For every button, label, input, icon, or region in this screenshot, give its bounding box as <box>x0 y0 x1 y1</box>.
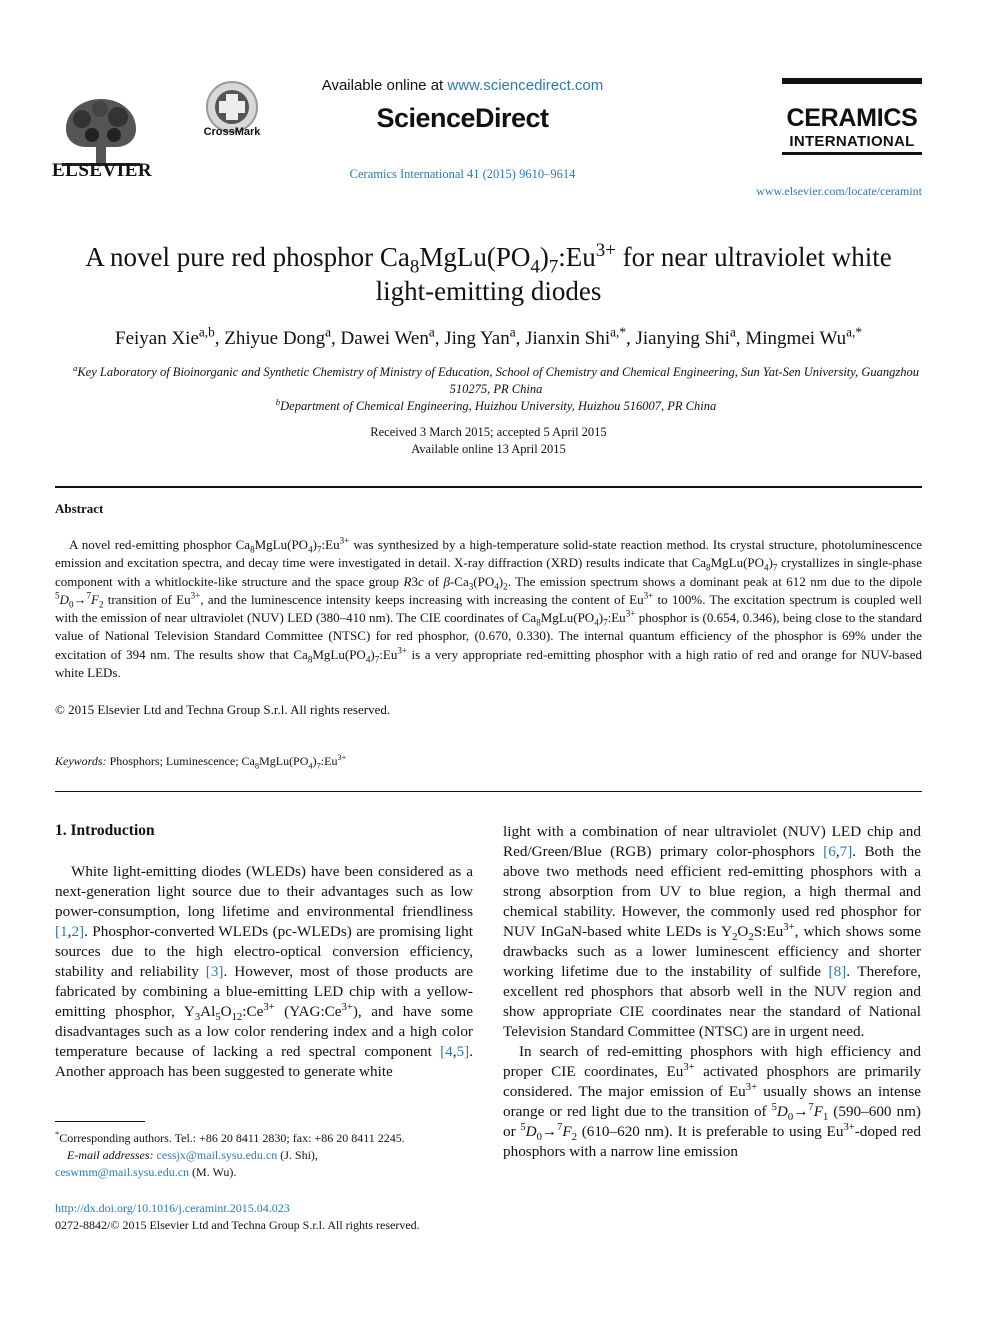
abstract-copyright: © 2015 Elsevier Ltd and Techna Group S.r.l. All rights reserved. <box>55 702 391 717</box>
citation-link[interactable]: [4 <box>440 1043 453 1060</box>
keywords: Keywords: Phosphors; Luminescence; $Ca_8MgLu(PO_4)_7:Eu^{3+}$ <box>55 753 347 771</box>
citation-link[interactable]: ceswmm@mail.sysu.edu.cn <box>55 1165 190 1179</box>
citation-link[interactable]: [1 <box>55 923 68 940</box>
citation-link[interactable]: 2] <box>71 923 85 940</box>
abstract-rule-bottom <box>55 791 922 792</box>
body-column-right <box>503 822 921 1162</box>
affiliation-b: $^b$Department of Chemical Engineering, Huizhou University, Huizhou 516007, PR China <box>275 396 717 413</box>
citation-link[interactable]: [8] <box>828 963 847 980</box>
section-heading-introduction: 1. Introduction <box>55 822 155 839</box>
corresponding-author-footnote: *Corresponding authors. Tel.: +86 20 8411 2830; fax: +86 20 8411 2245. E-mail addresses: cessjx@mail.sysu.edu.cn (J. Shi), ceswmm@mail.sysu.edu.cn (M. Wu). <box>55 1130 405 1179</box>
sciencedirect-link[interactable]: www.sciencedirect.com <box>447 77 604 94</box>
journal-logo-subtitle: INTERNATIONAL <box>789 133 915 150</box>
journal-logo-rule-bottom <box>782 152 922 155</box>
journal-logo-rule-top <box>782 78 922 84</box>
abstract-heading: Abstract <box>55 501 104 516</box>
received-dates: Received 3 March 2015; accepted 5 April 2015 <box>370 425 607 439</box>
issn-copyright: 0272-8842/© 2015 Elsevier Ltd and Techna Group S.r.l. All rights reserved. <box>55 1218 420 1232</box>
citation-link[interactable]: [6 <box>823 843 836 860</box>
footnote-rule <box>55 1121 145 1122</box>
intro-paragraph-1: White light-emitting diodes (WLEDs) have been considered as a next-generation light source due to their advantages such as low power-consumption, long lifetime and environmental friendliness [1,2]. Phosphor-converted WLEDs (pc-WLEDs) are promising light sources due to the high electro-optical conversion efficiency, stability and reliability [3]. However, most of those products are fabricated by combining a blue-emitting LED chip with a yellow-emitting phosphor, $Y_3Al_5O_{12}:Ce^{3+}$ $(YAG:Ce^{3+})$, and have some disadvantages such as a low color rendering index and a high color temperature because of lacking a red spectral component [4,5]. Another approach has been suggested to generate white <box>55 863 473 1080</box>
journal-url-link[interactable]: www.elsevier.com/locate/ceramint <box>756 184 922 198</box>
doi-block <box>55 1200 485 1234</box>
abstract-rule-top <box>55 486 922 488</box>
citation-link[interactable]: [3] <box>205 963 224 980</box>
intro-paragraph-2: In search of red-emitting phosphors with high efficiency and proper CIE coordinates, $Eu^{3+}$ activated phosphors are primarily considered. The major emission of $Eu^{3+}$ usually shows an intense orange or red light due to the transition of $^5D_0\to^7F_1$ (590–600 nm) or $^5D_0\to^7F_2$ (610–620 nm). It is preferable to using $Eu^{3+}$-doped red phosphors with a narrow line emission <box>503 1043 922 1160</box>
abstract-paragraph: A novel red-emitting phosphor $Ca_8MgLu(PO_4)_7:Eu^{3+}$ was synthesized by a high-temperature solid-state reaction method. Its crystal structure, photoluminescence emission and excitation spectra, and decay time were investigated in detail. X-ray diffraction (XRD) results indicate that $Ca_8MgLu(PO_4)_7$ crystallizes in single-phase component with a whitlockite-like structure and the space group R3c of $\beta-Ca_3(PO_4)_2$. The emission spectrum shows a dominant peak at 612 nm due to the dipole $^5D_0\to^7F_2$ transition of $Eu^{3+}$, and the luminescence intensity keeps increasing with increasing the content of $Eu^{3+}$ to 100%. The excitation spectrum is coupled well with the emission of near ultraviolet (NUV) LED (380–410 nm). The CIE coordinates of $Ca_8MgLu(PO_4)_7:Eu^{3+}$ phosphor is (0.654, 0.346), being close to the standard value of National Television Standard Committee (NTSC) for red phosphor, (0.670, 0.330). The internal quantum efficiency of the phosphor is 69% under the excitation of 394 nm. The results show that $Ca_8MgLu(PO_4)_7:Eu^{3+}$ is a very appropriate red-emitting phosphor with a high ratio of red and orange for NUV-based white LEDs. <box>55 535 923 681</box>
author-list: Feiyan Xie$^{a,b}$, Zhiyue Dong$^a$, Dawei Wen$^a$, Jing Yan$^a$, Jianxin Shi$^{a,*}$, Jianying Shi$^a$, Mingmei $Wu^{a,*}$ <box>115 324 862 349</box>
available-online <box>290 77 635 94</box>
article-title: A novel pure red phosphor $Ca_8MgLu(PO_4)_7:Eu^{3+}$ for near ultraviolet white light-emitting diodes <box>85 240 892 306</box>
abstract-body <box>55 536 922 682</box>
citation-link[interactable]: cessjx@mail.sysu.edu.cn <box>156 1148 278 1162</box>
sciencedirect-logo: ScienceDirect <box>376 103 549 133</box>
doi-link[interactable]: http://dx.doi.org/10.1016/j.ceramint.2015.04.023 <box>55 1201 290 1215</box>
online-date: Available online 13 April 2015 <box>411 442 566 456</box>
crossmark-label: CrossMark <box>203 126 261 138</box>
publisher-wordmark: ELSEVIER <box>52 160 153 181</box>
journal-logo-title: CERAMICS <box>786 104 918 132</box>
available-prefix: Available online at <box>321 77 448 94</box>
body-column-left <box>55 862 473 1082</box>
intro-paragraph-1-continued: light with a combination of near ultraviolet (NUV) LED chip and Red/Green/Blue (RGB) primary color-phosphors [6,7]. Both the above two methods need efficient red-emitting phosphors with a strong absorption from UV to blue region, a high thermal and chemical stability. However, the commonly used red phosphor for NUV InGaN-based white LEDs is $Y_2O_2S:Eu^{3+}$, which shows some drawbacks such as a lower luminescent efficiency and shorter working lifetime due to the instability of sulfide [8]. Therefore, excellent red phosphors that absorb well in the NUV region and show appropriate CIE coordinates near the standard of National Television Standard Committee (NTSC) are in urgent need. <box>503 823 921 1040</box>
journal-reference[interactable]: Ceramics International 41 (2015) 9610–9614 <box>349 167 576 181</box>
affiliation-a: $^a$Key Laboratory of Bioinorganic and Synthetic Chemistry of Ministry of Education, School of Chemistry and Chemical Engineering, Sun Yat-Sen University, Guangzhou 510275, PR China <box>72 362 920 396</box>
citation-link[interactable]: 5] <box>456 1043 470 1060</box>
citation-link[interactable]: 7] <box>839 843 853 860</box>
